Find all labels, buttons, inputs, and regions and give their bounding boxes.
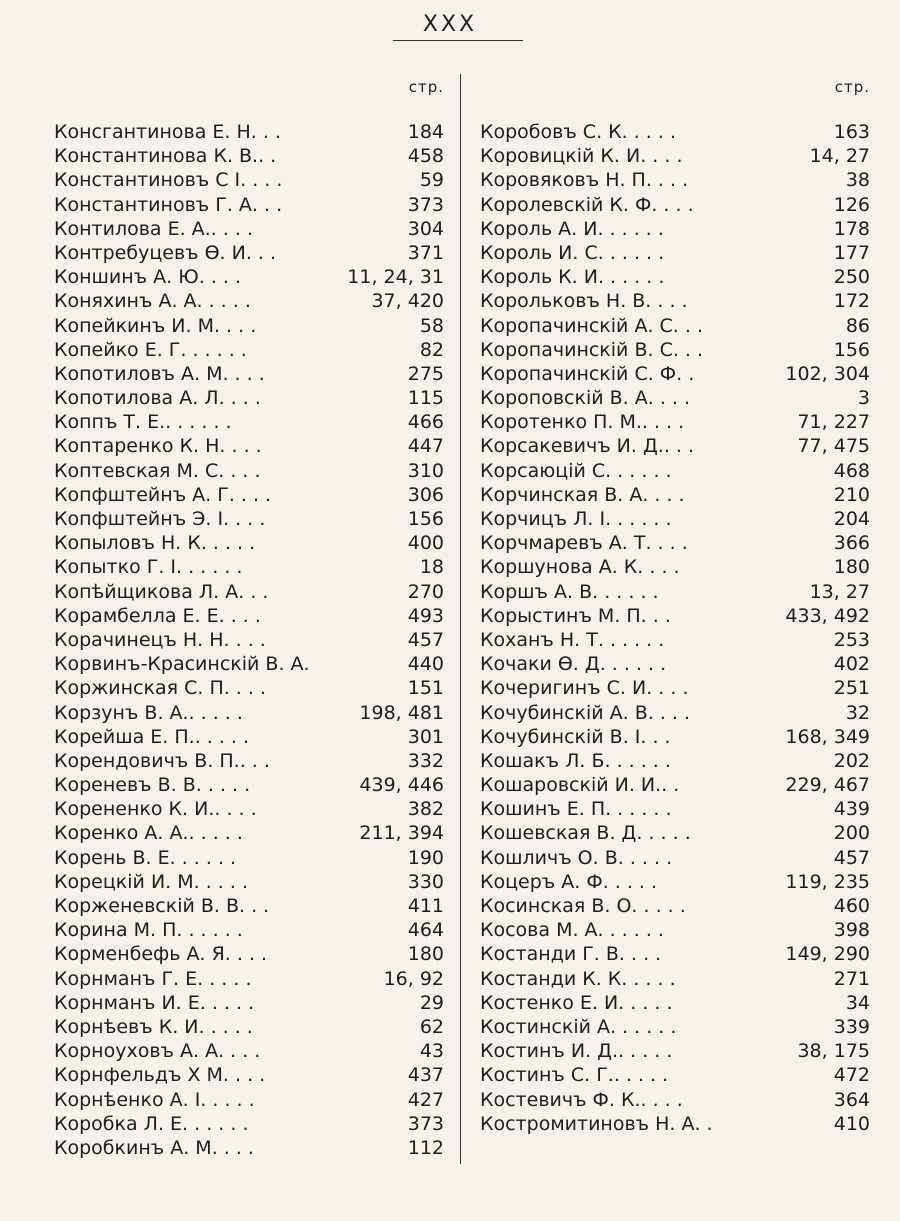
entry-pages: 29	[419, 991, 444, 1014]
entry-pages: 433, 492	[785, 604, 870, 627]
index-entry	[54, 241, 444, 265]
index-entry	[480, 942, 870, 966]
entry-pages: 34	[845, 991, 870, 1014]
entry-pages: 82	[419, 338, 444, 361]
entry-pages: 364	[833, 1088, 870, 1111]
entry-pages: 271	[833, 967, 870, 990]
entry-pages: 440	[407, 653, 444, 676]
entry-pages: 339	[833, 1015, 870, 1038]
index-entry	[54, 434, 444, 458]
entry-pages: 37, 420	[371, 290, 444, 313]
entry-pages: 184	[407, 121, 444, 143]
entry-pages: 119, 235	[785, 870, 870, 893]
entry-name: Копейко Е. Г. . . . . .	[54, 338, 247, 361]
entry-name: Корменбефь А. Я. . . .	[54, 943, 268, 966]
entry-name: Коропачинскій В. С. . .	[480, 338, 704, 361]
entry-pages: 373	[407, 193, 444, 216]
entry-name: Коханъ Н. Т. . . . . .	[480, 628, 665, 651]
entry-pages: 373	[407, 1112, 444, 1135]
right-column	[480, 76, 870, 1136]
index-entry	[54, 604, 444, 628]
entry-name: Константинова К. В.. .	[54, 145, 277, 168]
column-divider	[460, 74, 461, 1164]
entry-name: Коровяковъ Н. П. . . .	[480, 169, 689, 192]
entry-pages: 168, 349	[785, 725, 870, 748]
entry-name: Коншинъ А. Ю. . . .	[54, 266, 242, 289]
entry-pages: 211, 394	[359, 822, 444, 845]
entry-name: Король К. И. . . . . .	[480, 266, 665, 289]
right-entries	[480, 120, 870, 1136]
index-entry	[54, 1015, 444, 1039]
index-entry	[54, 193, 444, 217]
index-entry	[54, 289, 444, 313]
entry-pages: 229, 467	[785, 774, 870, 797]
entry-pages: 439, 446	[359, 774, 444, 797]
entry-pages: 71, 227	[797, 411, 870, 434]
entry-name: Корсакевичъ И. Д.. . .	[480, 435, 695, 458]
index-entry	[54, 701, 444, 725]
index-entry	[54, 168, 444, 192]
index-entry	[480, 168, 870, 192]
entry-name: Костенко Е. И. . . . .	[480, 991, 673, 1014]
entry-pages: 250	[833, 266, 870, 289]
entry-name: Королевскій К. Ф. . . .	[480, 193, 694, 216]
entry-name: Корнѣевъ К. И. . . . .	[54, 1015, 253, 1038]
index-entry	[480, 241, 870, 265]
entry-pages: 198, 481	[359, 701, 444, 724]
entry-pages: 464	[407, 919, 444, 942]
entry-pages: 156	[407, 508, 444, 530]
entry-pages: 310	[407, 459, 444, 482]
entry-pages: 304	[407, 217, 444, 240]
index-entry	[54, 362, 444, 386]
index-entry	[480, 846, 870, 870]
entry-name: Коренко А. А.. . . . .	[54, 822, 243, 845]
entry-pages: 156	[833, 338, 870, 361]
entry-pages: 204	[833, 508, 870, 530]
index-entry	[480, 362, 870, 386]
entry-name: Кочеригинъ С. И. . . .	[480, 677, 689, 700]
index-entry	[480, 386, 870, 410]
entry-name: Копейкинъ И. М. . . .	[54, 314, 257, 337]
index-entry	[54, 580, 444, 604]
entry-name: Коппъ Т. Е.. . . . . .	[54, 411, 232, 434]
index-entry	[480, 604, 870, 628]
entry-name: Корейша Е. П.. . . . .	[54, 725, 250, 748]
entry-name: Корчинская В. А. . . .	[480, 483, 685, 506]
entry-name: Костинъ С. Г.. . . . .	[480, 1064, 669, 1087]
entry-pages: 38, 175	[797, 1040, 870, 1063]
entry-pages: 437	[407, 1064, 444, 1087]
entry-name: Корыстинъ М. П. . .	[480, 604, 671, 627]
index-entry	[480, 193, 870, 217]
index-entry	[480, 217, 870, 241]
entry-name: Кошакъ Л. Б. . . . . .	[480, 749, 671, 772]
entry-name: Король А. И. . . . . .	[480, 217, 664, 240]
entry-name: Кореневъ В. В. . . . .	[54, 774, 251, 797]
entry-pages: 398	[833, 919, 870, 942]
index-entry	[54, 1112, 444, 1136]
entry-pages: 270	[407, 580, 444, 603]
entry-pages: 458	[407, 145, 444, 168]
entry-name: Корнманъ Г. Е. . . . .	[54, 967, 252, 990]
entry-name: Кочубинскій В. І. . .	[480, 725, 671, 748]
left-page-header: стр.	[408, 78, 444, 96]
entry-pages: 102, 304	[785, 362, 870, 385]
entry-name: Коцеръ А. Ф. . . . .	[480, 870, 658, 893]
entry-name: Корецкій И. М. . . . .	[54, 870, 248, 893]
index-entry	[54, 338, 444, 362]
entry-name: Корчмаревъ А. Т. . . .	[480, 532, 688, 555]
entry-pages: 77, 475	[797, 435, 870, 458]
entry-name: Корноуховъ А. А. . . .	[54, 1040, 261, 1063]
index-entry	[480, 580, 870, 604]
entry-name: Коршунова А. К. . . .	[480, 556, 680, 579]
entry-name: Косинская В. О. . . . .	[480, 895, 686, 917]
entry-pages: 18	[419, 556, 444, 579]
entry-name: Кошевская В. Д. . . . .	[480, 822, 691, 845]
entry-pages: 58	[419, 314, 444, 337]
entry-name: Корольковъ Н. В. . . .	[480, 290, 688, 313]
left-column	[54, 76, 444, 1160]
index-entry	[54, 483, 444, 507]
entry-pages: 149, 290	[785, 943, 870, 966]
entry-name: Косова М. А. . . . . .	[480, 919, 664, 942]
entry-pages: 32	[845, 701, 870, 724]
entry-name: Кошинъ Е. П. . . . . .	[480, 798, 672, 821]
entry-pages: 180	[407, 943, 444, 966]
entry-name: Корнфельдъ Х М. . . .	[54, 1064, 266, 1087]
entry-pages: 460	[833, 895, 870, 917]
index-entry	[480, 434, 870, 458]
entry-pages: 306	[407, 483, 444, 506]
entry-name: Коняхинъ А. А. . . . .	[54, 290, 251, 313]
entry-name: Константиновъ С І. . . .	[54, 169, 283, 192]
index-entry	[480, 725, 870, 749]
entry-name: Коротенко П. М.. . . .	[480, 411, 685, 434]
index-entry	[54, 410, 444, 434]
entry-pages: 172	[833, 290, 870, 313]
entry-name: Коробовъ С. К. . . . .	[480, 121, 676, 143]
entry-name: Корженевскій В. В. . .	[54, 895, 270, 917]
entry-pages: 457	[407, 628, 444, 651]
index-entry	[480, 1063, 870, 1087]
index-entry	[54, 314, 444, 338]
entry-pages: 210	[833, 483, 870, 506]
entry-name: Корчицъ Л. І. . . . . .	[480, 508, 672, 530]
index-entry	[54, 676, 444, 700]
index-entry	[54, 821, 444, 845]
index-entry	[54, 120, 444, 144]
index-entry	[480, 967, 870, 991]
entry-pages: 180	[833, 556, 870, 579]
entry-name: Кошаровскій И. И.. .	[480, 774, 680, 797]
right-page-header: стр.	[834, 78, 870, 96]
entry-name: Корнѣенко А. І. . . . .	[54, 1088, 255, 1111]
entry-pages: 177	[833, 241, 870, 264]
index-entry	[480, 459, 870, 483]
entry-name: Коробкинъ А. М. . . .	[54, 1136, 254, 1159]
entry-pages: 330	[407, 870, 444, 893]
entry-name: Король И. С. . . . . .	[480, 241, 665, 264]
index-entry	[54, 386, 444, 410]
entry-name: Копотилова А. Л. . . .	[54, 387, 261, 410]
entry-pages: 151	[407, 677, 444, 700]
entry-pages: 411	[407, 895, 444, 917]
entry-pages: 115	[407, 387, 444, 410]
index-entry	[54, 725, 444, 749]
entry-name: Корзунъ В. А.. . . . .	[54, 701, 243, 724]
entry-name: Костинъ И. Д.. . . . .	[480, 1040, 673, 1063]
index-entry	[54, 1063, 444, 1087]
index-entry	[480, 749, 870, 773]
entry-name: Коршъ А. В. . . . . .	[480, 580, 659, 603]
index-entry	[480, 144, 870, 168]
index-entry	[54, 507, 444, 531]
index-entry	[54, 459, 444, 483]
entry-pages: 382	[407, 798, 444, 821]
index-entry	[54, 1088, 444, 1112]
entry-name: Коропачинскій А. С. . .	[480, 314, 703, 337]
entry-name: Костромитиновъ Н. А. .	[480, 1112, 713, 1135]
index-entry	[54, 991, 444, 1015]
entry-pages: 178	[833, 217, 870, 240]
index-entry	[54, 531, 444, 555]
entry-name: Кочубинскій А. В. . . .	[480, 701, 691, 724]
index-entry	[54, 652, 444, 676]
index-entry	[480, 991, 870, 1015]
entry-pages: 163	[833, 121, 870, 143]
index-entry	[480, 1088, 870, 1112]
entry-name: Коптаренко К. Н. . . .	[54, 435, 262, 458]
entry-pages: 332	[407, 749, 444, 772]
entry-pages: 11, 24, 31	[347, 266, 444, 289]
index-entry	[54, 749, 444, 773]
entry-name: Корамбелла Е. Е. . . .	[54, 604, 261, 627]
entry-name: Коптевская М. С. . . .	[54, 459, 261, 482]
index-entry	[480, 652, 870, 676]
entry-name: Копытко Г. І. . . . . .	[54, 556, 243, 579]
entry-pages: 427	[407, 1088, 444, 1111]
entry-name: Копѣйщикова Л. А. . .	[54, 580, 269, 603]
entry-name: Копыловъ Н. К. . . . .	[54, 532, 256, 555]
entry-name: Кочаки Ѳ. Д. . . . . .	[480, 653, 667, 676]
entry-pages: 59	[419, 169, 444, 192]
entry-pages: 62	[419, 1015, 444, 1038]
entry-pages: 447	[407, 435, 444, 458]
index-entry	[54, 918, 444, 942]
entry-pages: 126	[833, 193, 870, 216]
entry-pages: 16, 92	[383, 967, 444, 990]
index-entry	[480, 894, 870, 918]
entry-pages: 86	[845, 314, 870, 337]
index-entry	[480, 120, 870, 144]
entry-pages: 202	[833, 749, 870, 772]
index-entry	[480, 773, 870, 797]
index-entry	[480, 289, 870, 313]
entry-name: Корень В. Е. . . . . .	[54, 846, 237, 869]
entry-name: Константиновъ Г. А. . .	[54, 193, 283, 216]
index-entry	[480, 676, 870, 700]
entry-name: Контилова Е. А.. . . .	[54, 217, 253, 240]
index-entry	[480, 265, 870, 289]
entry-pages: 200	[833, 822, 870, 845]
index-entry	[54, 555, 444, 579]
index-entry	[480, 870, 870, 894]
index-entry	[54, 773, 444, 797]
index-entry	[54, 265, 444, 289]
entry-pages: 400	[407, 532, 444, 555]
entry-pages: 253	[833, 628, 870, 651]
index-entry	[54, 870, 444, 894]
entry-pages: 275	[407, 362, 444, 385]
entry-pages: 3	[857, 387, 870, 410]
index-entry	[54, 1136, 444, 1160]
entry-name: Копфштейнъ Э. І. . . .	[54, 508, 266, 530]
entry-name: Корененко К. И.. . . .	[54, 798, 257, 821]
entry-pages: 112	[407, 1136, 444, 1159]
entry-name: Костевичъ Ф. К.. . . .	[480, 1088, 683, 1111]
index-entry	[54, 628, 444, 652]
entry-pages: 493	[407, 604, 444, 627]
entry-pages: 468	[833, 459, 870, 482]
index-entry	[480, 628, 870, 652]
entry-name: Коровицкій К. И. . . .	[480, 145, 683, 168]
entry-name: Копфштейнъ А. Г. . . .	[54, 483, 272, 506]
entry-pages: 366	[833, 532, 870, 555]
entry-name: Корендовичъ В. П.. . .	[54, 749, 270, 772]
entry-name: Копотиловъ А. М. . . .	[54, 362, 265, 385]
index-entry	[54, 894, 444, 918]
entry-pages: 410	[833, 1112, 870, 1135]
entry-pages: 43	[419, 1040, 444, 1063]
entry-name: Коропачинскій С. Ф. .	[480, 362, 695, 385]
index-entry	[54, 1039, 444, 1063]
entry-name: Контребуцевъ Ѳ. И. . .	[54, 241, 277, 264]
index-entry	[480, 410, 870, 434]
entry-pages: 472	[833, 1064, 870, 1087]
index-entry	[54, 942, 444, 966]
header-rule	[393, 40, 523, 41]
entry-name: Корсаюцій С. . . . . .	[480, 459, 672, 482]
index-entry	[480, 821, 870, 845]
index-entry	[480, 338, 870, 362]
entry-name: Коржинская С. П. . . .	[54, 677, 267, 700]
entry-pages: 466	[407, 411, 444, 434]
index-entry	[480, 918, 870, 942]
entry-name: Корина М. П. . . . . .	[54, 919, 243, 942]
index-entry	[54, 144, 444, 168]
index-entry	[480, 507, 870, 531]
entry-name: Корвинъ-Красинскій В. А.	[54, 653, 310, 676]
index-entry	[480, 701, 870, 725]
entry-pages: 439	[833, 798, 870, 821]
page-number: XXX	[422, 12, 478, 37]
entry-name: Костинскій А. . . . . .	[480, 1015, 677, 1038]
index-entry	[54, 846, 444, 870]
entry-name: Костанди К. К. . . . .	[480, 967, 676, 990]
entry-pages: 457	[833, 846, 870, 869]
index-entry	[54, 217, 444, 241]
index-entry	[480, 797, 870, 821]
index-entry	[480, 483, 870, 507]
entry-name: Короповскій В. А. . . .	[480, 387, 691, 410]
entry-name: Костанди Г. В. . . .	[480, 943, 662, 966]
entry-name: Корачинецъ Н. Н. . . .	[54, 628, 266, 651]
entry-pages: 38	[845, 169, 870, 192]
entry-pages: 371	[407, 241, 444, 264]
index-entry	[54, 967, 444, 991]
index-entry	[54, 797, 444, 821]
index-entry	[480, 314, 870, 338]
entry-pages: 190	[407, 846, 444, 869]
entry-name: Кошличъ О. В. . . . .	[480, 846, 673, 869]
index-entry	[480, 531, 870, 555]
index-entry	[480, 1015, 870, 1039]
entry-pages: 301	[407, 725, 444, 748]
entry-name: Корнманъ И. Е. . . . .	[54, 991, 255, 1014]
index-entry	[480, 1039, 870, 1063]
entry-pages: 251	[833, 677, 870, 700]
left-entries	[54, 120, 444, 1160]
entry-pages: 402	[833, 653, 870, 676]
index-entry	[480, 555, 870, 579]
entry-pages: 14, 27	[809, 145, 870, 168]
index-entry	[480, 1112, 870, 1136]
entry-name: Консгантинова Е. Н. . .	[54, 121, 281, 143]
entry-pages: 13, 27	[809, 580, 870, 603]
entry-name: Коробка Л. Е. . . . . .	[54, 1112, 249, 1135]
